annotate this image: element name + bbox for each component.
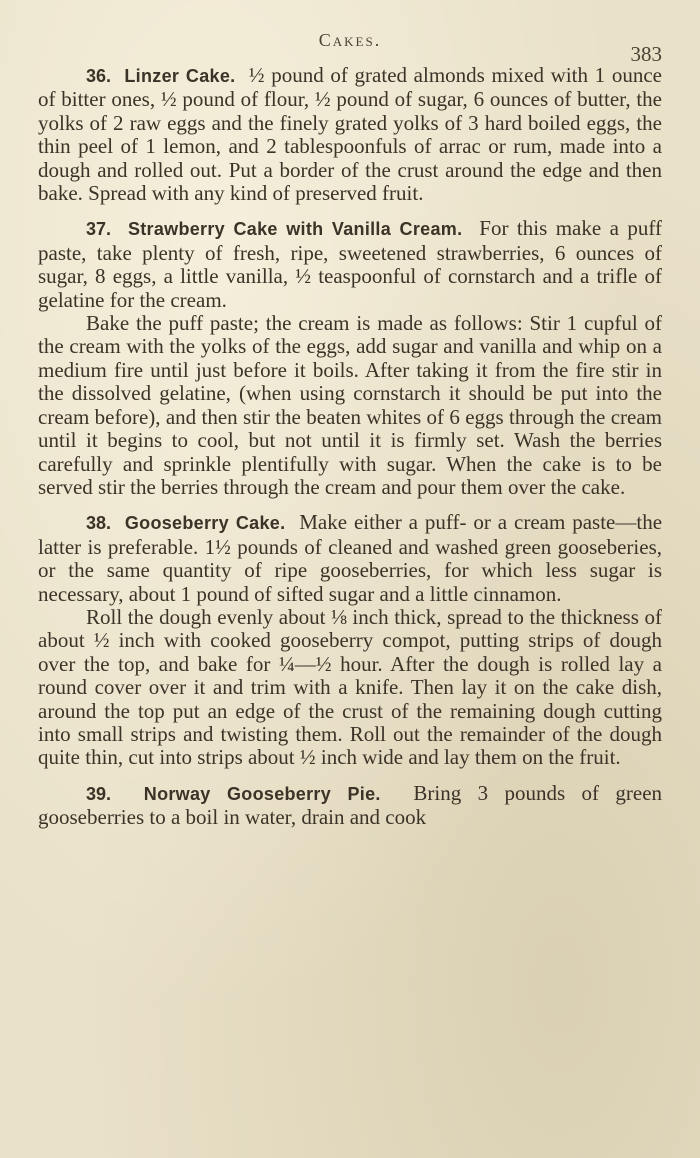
chapter-title: Cakes. — [318, 30, 382, 50]
recipe-36 — [38, 64, 662, 205]
recipe-paragraph: Bake the puff paste; the cream is made as follows: Stir 1 cupful of the cream with the yolks of the eggs, add sugar and vanilla and whip on a medium fire until just before it boils. After taking it from the fire stir in the dissolved gelatine, (when using cornstarch it should be put into the cream before), and then stir the beaten whites of 6 eggs through the cream until it begins to cool, but not until it is firmly set. Wash the berries carefully and sprinkle plentifully with sugar. When the cake is to be served stir the berries through the cream and pour them over the cake. — [38, 311, 662, 499]
recipe-text: Bring 3 pounds of green gooseberries to a boil in water, drain and cook — [38, 780, 663, 830]
recipe-text: For this make a puff paste, take plenty of fresh, ripe, sweetened strawberries, 6 ounces of sugar, 8 eggs, a little vanilla, ½ teaspoonful of cornstarch and a trifle of gelatine for the cream. — [38, 216, 663, 312]
recipe-title: Gooseberry Cake. — [124, 513, 286, 534]
recipe-number: 38. — [86, 513, 112, 534]
recipe-paragraph: Roll the dough evenly about ⅛ inch thick, spread to the thickness of about ½ inch with cooked gooseberry compot, putting strips of dough over the top, and bake for ¼—½ hour. After the dough is rolled lay a round cover over it and trim with a knife. Then lay it on the cake dish, around the top put an edge of the crust of the remaining dough cutting into small strips and twisting them. Roll out the remainder of the dough quite thin, cut into strips about ½ inch wide and lay them on the fruit. — [38, 604, 662, 770]
recipe-paragraph — [38, 511, 662, 606]
recipe-text: ½ pound of grated almonds mixed with 1 ounce of bitter ones, ½ pound of flour, ½ pound of sugar, 6 ounces of butter, the yolks of 2 raw eggs and the finely grated yolks of 3 hard boiled eggs, the thin peel of 1 lemon, and 2 tablespoonfuls of arrac or rum, made into a dough and rolled out. Put a border of the crust around the edge and then bake. Spread with any kind of preserved fruit. — [38, 63, 662, 206]
recipe-text: Make either a puff- or a cream paste—the latter is preferable. 1½ pounds of cleaned and washed green gooseberies, or the same quantity of ripe gooseberries, for which less sugar is necessary, about 1 pound of sifted sugar and a little cinnamon. — [38, 510, 663, 606]
recipe-38 — [38, 511, 662, 769]
recipe-39 — [38, 782, 662, 830]
recipe-37 — [38, 217, 662, 499]
recipe-title: Strawberry Cake with Vanilla Cream. — [127, 219, 463, 240]
recipe-paragraph — [38, 217, 662, 312]
recipe-number: 39. — [86, 783, 112, 804]
recipe-number: 36. — [86, 66, 112, 86]
book-page — [38, 24, 662, 1134]
page-number: 383 — [630, 42, 662, 66]
recipe-paragraph — [38, 782, 662, 830]
recipe-title: Norway Gooseberry Pie. — [143, 783, 381, 804]
recipe-paragraph — [38, 64, 662, 205]
recipe-number: 37. — [86, 219, 112, 240]
running-head — [38, 24, 662, 64]
recipe-title: Linzer Cake. — [124, 66, 236, 86]
